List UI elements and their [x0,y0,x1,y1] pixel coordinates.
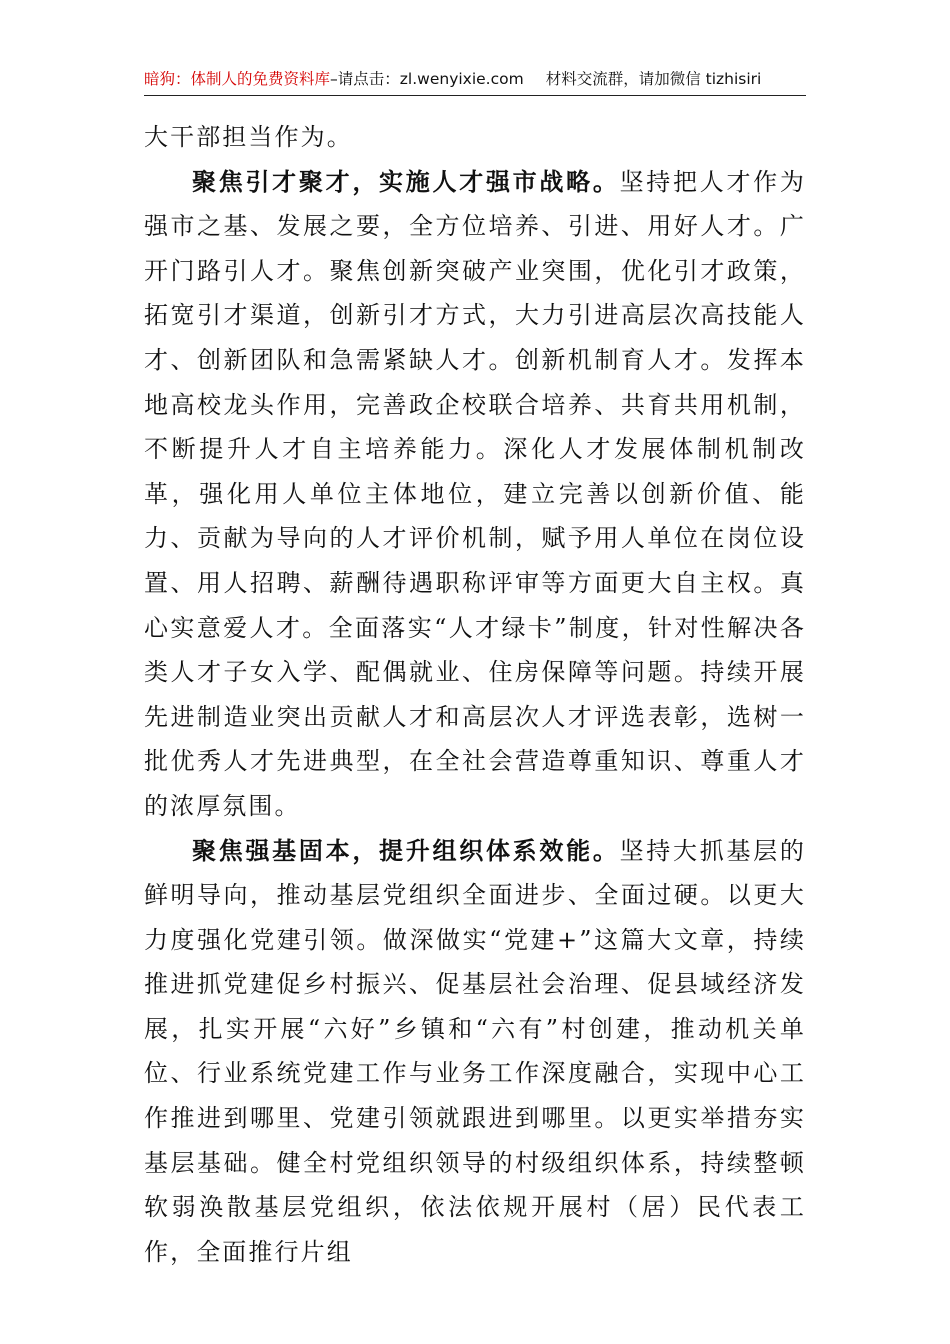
click-prompt: –请点击： [330,70,400,88]
paragraph-grassroots [144,829,806,1275]
paragraph-continuation [144,115,806,160]
contact-info: 材料交流群，请加微信 tizhisiri [545,70,762,88]
paragraph-text: 坚持大抓基层的鲜明导向，推动基层党组织全面进步、全面过硬。以更大力度强化党建引领。做深做实“党建+”这篇大文章，持续推进抓党建促乡村振兴、促基层社会治理、促县域经济发展，扎实开展“六好”乡镇和“六有”村创建，推动机关单位、行业系统党建工作与业务工作深度融合，实现中心工作推进到哪里、党建引领就跟进到哪里。以更实举措夯实基层基础。健全村党组织领导的村级组织体系，持续整顿软弱涣散基层党组织，依法依规开展村（居）民代表工作，全面推行片组 [144,836,806,1266]
paragraph-text: 大干部担当作为。 [144,123,353,151]
site-url-link[interactable]: zl.wenyixie.com [399,70,524,88]
paragraph-heading: 聚焦强基固本，提升组织体系效能。 [192,835,620,865]
document-body [144,115,806,1274]
paragraph-talent [144,160,806,829]
header-banner [144,64,806,94]
paragraph-text: 坚持把人才作为强市之基、发展之要，全方位培养、引进、用好人才。广开门路引人才。聚焦创新突破产业突围，优化引才政策，拓宽引才渠道，创新引才方式，大力引进高层次高技能人才、创新团队和急需紧缺人才。创新机制育人才。发挥本地高校龙头作用，完善政企校联合培养、共育共用机制，不断提升人才自主培养能力。深化人才发展体制机制改革，强化用人单位主体地位，建立完善以创新价值、能力、贡献为导向的人才评价机制，赋予用人单位在岗位设置、用人招聘、薪酬待遇职称评审等方面更大自主权。真心实意爱人才。全面落实“人才绿卡”制度，针对性解决各类人才子女入学、配偶就业、住房保障等问题。持续开展先进制造业突出贡献人才和高层次人才评选表彰，选树一批优秀人才先进典型，在全社会营造尊重知识、尊重人才的浓厚氛围。 [144,167,806,820]
header-divider [144,95,806,96]
paragraph-heading: 聚焦引才聚才，实施人才强市战略。 [192,166,620,196]
brand-link[interactable]: 暗狗：体制人的免费资料库 [144,70,331,88]
